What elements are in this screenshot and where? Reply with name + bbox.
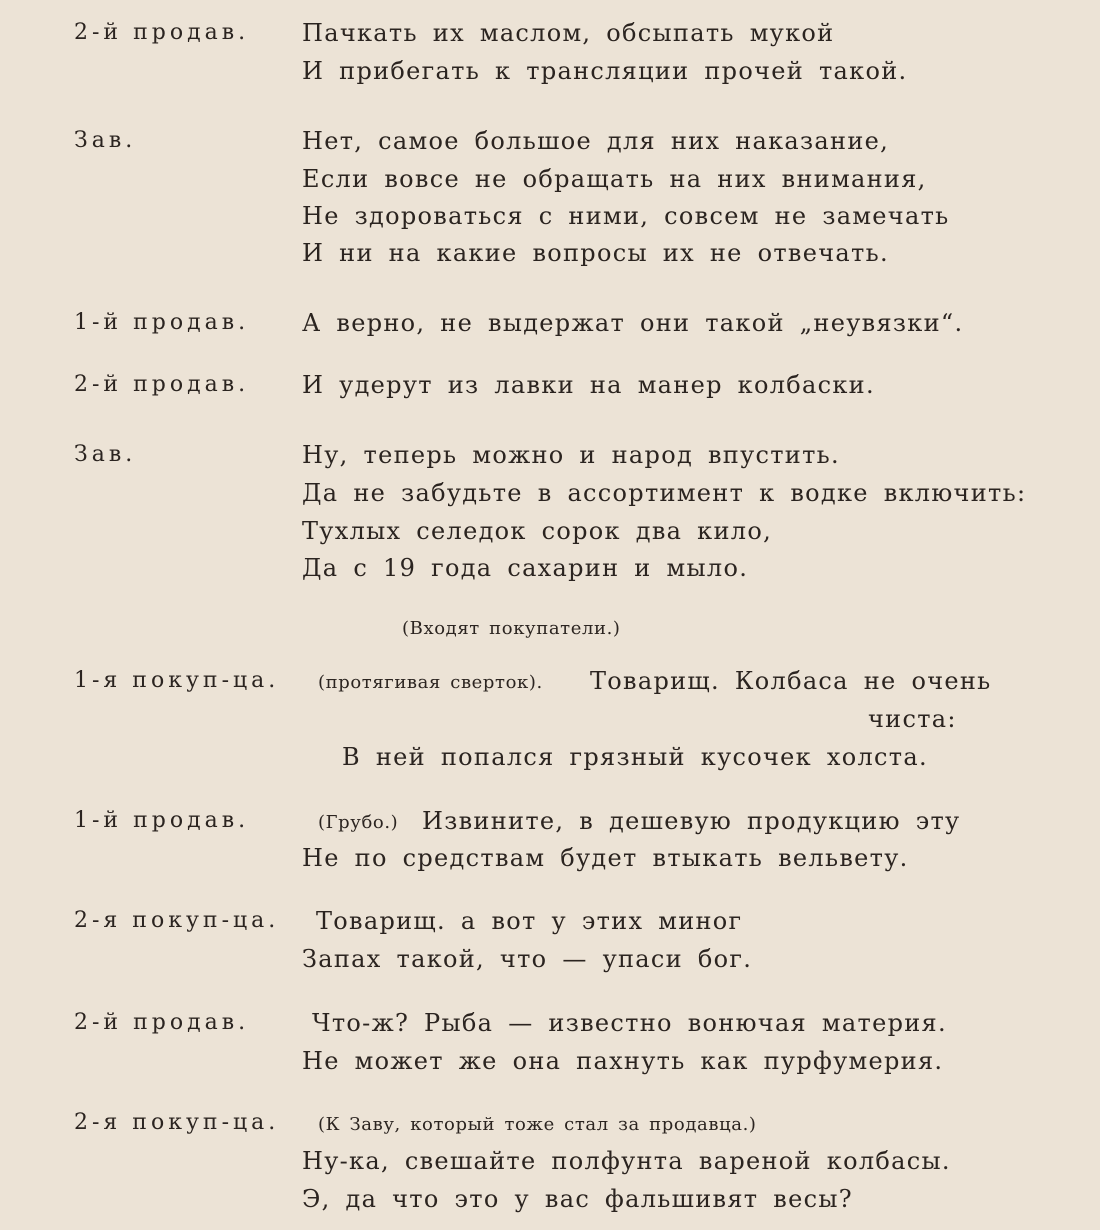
speaker-label: 1-й продав. bbox=[74, 808, 250, 833]
speaker-label: 2-я покуп-ца. bbox=[74, 1110, 280, 1135]
verse-line: И ни на какие вопросы их не отвечать. bbox=[302, 239, 889, 267]
verse-line-wrap: чиста: bbox=[868, 705, 957, 733]
verse-line: Ну, теперь можно и народ впустить. bbox=[302, 441, 840, 469]
verse-line: Запах такой, что — упаси бог. bbox=[302, 945, 753, 973]
verse-line: Да не забудьте в ассортимент к водке включить: bbox=[302, 479, 1027, 507]
stage-direction: (Грубо.) bbox=[318, 812, 399, 833]
verse-line: Э, да что это у вас фальшивят весы? bbox=[302, 1185, 853, 1213]
speaker-label: Зав. bbox=[74, 128, 137, 153]
verse-line: Не по средствам будет втыкать вельвету. bbox=[302, 844, 909, 872]
verse-line: Товарищ. а вот у этих миног bbox=[316, 907, 743, 935]
verse-line: И прибегать к трансляции прочей такой. bbox=[302, 57, 908, 85]
speaker-label: 2-й продав. bbox=[74, 372, 250, 397]
stage-direction: (Входят покупатели.) bbox=[402, 618, 621, 639]
speaker-label: 2-й продав. bbox=[74, 20, 250, 45]
verse-line: Нет, самое большое для них наказание, bbox=[302, 127, 890, 155]
stage-direction: (протягивая сверток). bbox=[318, 672, 543, 693]
verse-line: Не может же она пахнуть как пурфумерия. bbox=[302, 1047, 944, 1075]
verse-line: И удерут из лавки на манер колбаски. bbox=[302, 371, 875, 399]
verse-line: Если вовсе не обращать на них внимания, bbox=[302, 165, 927, 193]
verse-line: Пачкать их маслом, обсыпать мукой bbox=[302, 19, 835, 47]
speaker-label: Зав. bbox=[74, 442, 137, 467]
verse-line: Да с 19 года сахарин и мыло. bbox=[302, 554, 749, 582]
speaker-label: 1-я покуп-ца. bbox=[74, 668, 280, 693]
speaker-label: 2-й продав. bbox=[74, 1010, 250, 1035]
verse-line: Не здороваться с ними, совсем не замечать bbox=[302, 202, 950, 230]
speaker-label: 2-я покуп-ца. bbox=[74, 908, 280, 933]
verse-line: Что-ж? Рыба — известно вонючая материя. bbox=[312, 1009, 947, 1037]
stage-direction: (К Заву, который тоже стал за продавца.) bbox=[318, 1114, 757, 1135]
verse-line: А верно, не выдержат они такой „неувязки“. bbox=[302, 309, 964, 337]
verse-line: Ну-ка, свешайте полфунта вареной колбасы. bbox=[302, 1147, 951, 1175]
verse-line: Тухлых селедок сорок два кило, bbox=[302, 517, 773, 545]
verse-line: Извините, в дешевую продукцию эту bbox=[422, 807, 961, 835]
verse-line: В ней попался грязный кусочек холста. bbox=[342, 743, 928, 771]
speaker-label: 1-й продав. bbox=[74, 310, 250, 335]
verse-line: Товарищ. Колбаса не очень bbox=[590, 667, 992, 695]
